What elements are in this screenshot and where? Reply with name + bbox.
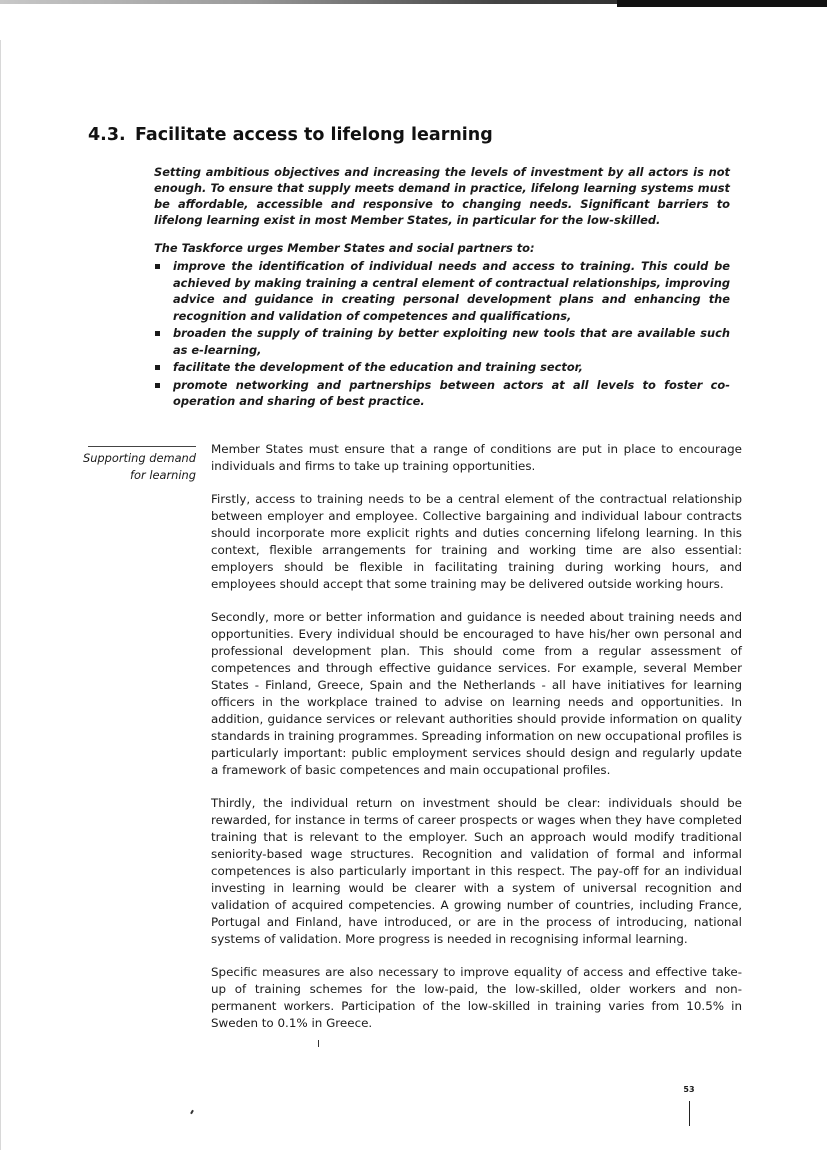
scan-speck (190, 1110, 194, 1114)
body-paragraph: Member States must ensure that a range of conditions are put in place to encourage individuals and firms to take up training opportunities. (211, 442, 742, 473)
scan-speck (318, 1040, 319, 1047)
bullet-square-icon (155, 365, 160, 370)
list-item (154, 359, 730, 376)
taskforce-urges: The Taskforce urges Member States and social partners to: (154, 241, 535, 255)
section-title: Facilitate access to lifelong learning (135, 125, 493, 145)
list-item (154, 325, 730, 358)
list-item (154, 377, 730, 410)
list-item-text: improve the identification of individual needs and access to training. This could be achieved by making training a central element of contractual relationships, improving advice and guidance in creating personal development plans and enhancing the recognition and validation of competences and qualifications, (173, 259, 730, 323)
body-paragraph: Firstly, access to training needs to be a central element of the contractual relationship between employer and employee. Collective bargaining and individual labour contracts should incorporate more explicit rights and duties concerning lifelong learning. In this context, flexible arrangements for training and working time are also essential: employers should be flexible in facilitating training during working hours, and employees should accept that some training may be delivered outside working hours. (211, 492, 742, 591)
body-paragraph: Specific measures are also necessary to improve equality of access and effective take-up of training schemes for the low-paid, the low-skilled, older workers and non-permanent workers. Participation of the low-skilled in training varies from 10.5% in Sweden to 0.1% in Greece. (211, 965, 742, 1030)
body-paragraph: Secondly, more or better information and guidance is needed about training needs and opportunities. Every individual should be encouraged to have his/her own personal and professional development plan. This should come from a regular assessment of competences and through effective guidance services. For example, several Member States - Finland, Greece, Spain and the Netherlands - all have initiatives for learning officers in the workplace trained to advise on learning needs and opportunities. In addition, guidance services or relevant authorities should provide information on quality standards in training programmes. Spreading information on new occupational profiles is particularly important: public employment services should design and regularly update a framework of basic competences and main occupational profiles. (211, 610, 742, 777)
page-number-rule (689, 1101, 690, 1126)
section-number: 4.3. (88, 125, 126, 145)
bullet-square-icon (155, 331, 160, 336)
bullet-square-icon (155, 383, 160, 388)
margin-note-rule (88, 446, 196, 447)
intro-paragraph: Setting ambitious objectives and increasing the levels of investment by all actors is not enough. To ensure that supply meets demand in practice, lifelong learning systems must be affordable, accessible and responsive to changing needs. Significant barriers to lifelong learning exist in most Member States, in particular for the low-skilled. (154, 165, 730, 227)
list-item (154, 258, 730, 324)
list-item-text: facilitate the development of the education and training sector, (173, 360, 583, 374)
top-border-rule-thick (617, 0, 827, 7)
body-text (211, 441, 742, 1048)
bullet-square-icon (155, 264, 160, 269)
page-number: 53 (683, 1085, 695, 1094)
body-paragraph: Thirdly, the individual return on investment should be clear: individuals should be rewarded, for instance in terms of career prospects or wages when they have completed training that is relevant to the employer. Such an approach would modify traditional seniority-based wage structures. Recognition and validation of formal and informal competences is also particularly important in this respect. The pay-off for an individual investing in learning would be clearer with a system of universal recognition and validation of acquired competencies. A growing number of countries, including France, Portugal and Finland, have introduced, or are in the process of introducing, national systems of validation. More progress is needed in recognising informal learning. (211, 796, 742, 946)
margin-note: Supporting demand for learning (82, 451, 196, 482)
page-edge (0, 40, 1, 1150)
recommendation-list (154, 258, 730, 411)
list-item-text: broaden the supply of training by better exploiting new tools that are available such as e-learning, (173, 326, 730, 357)
section-heading (88, 125, 493, 145)
list-item-text: promote networking and partnerships between actors at all levels to foster co-operation and sharing of best practice. (173, 377, 730, 408)
